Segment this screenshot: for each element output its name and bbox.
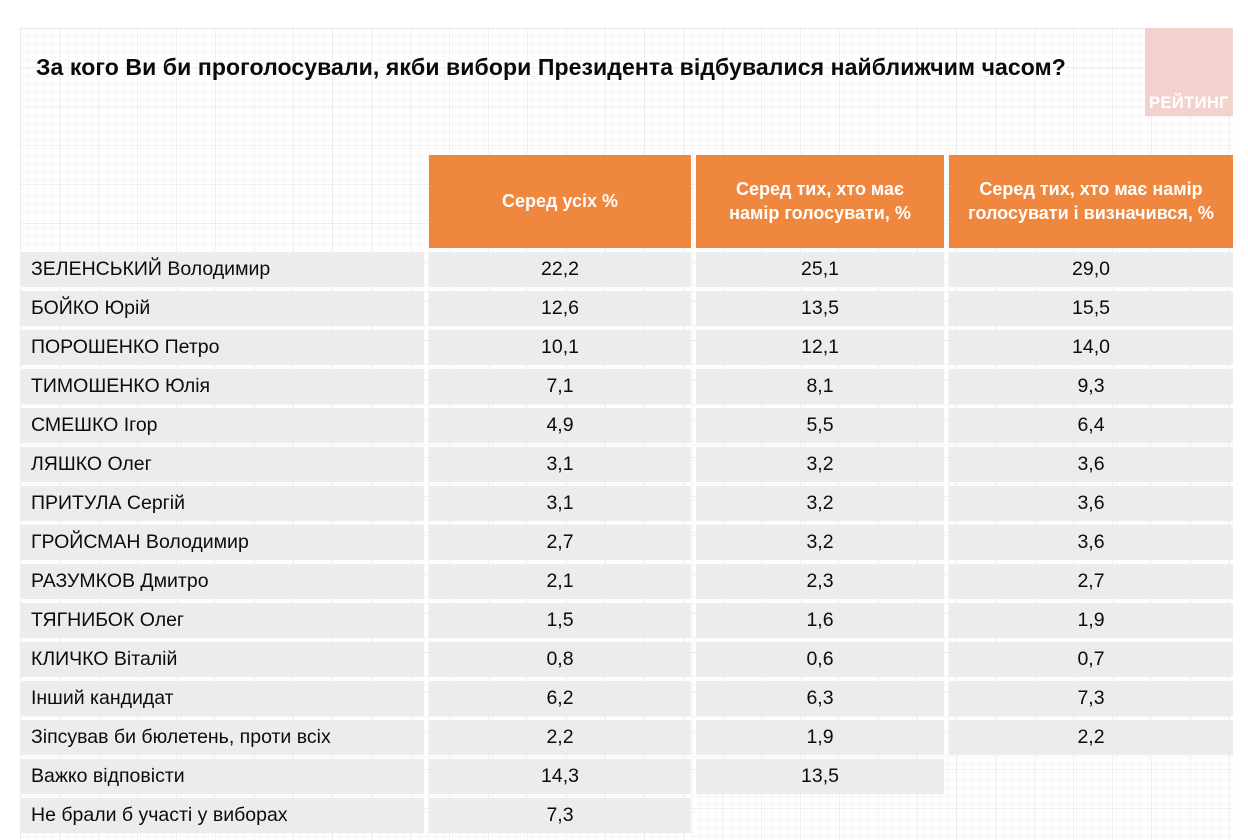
value-among-all: 3,1 [429,486,691,521]
candidate-name: Не брали б участі у виборах [20,798,424,833]
value-among-all: 22,2 [429,252,691,287]
value-intend-to-vote [696,798,944,833]
value-intend-and-decided: 2,7 [949,564,1233,599]
value-intend-to-vote: 1,9 [696,720,944,755]
candidate-name: Зіпсував би бюлетень, проти всіх [20,720,424,755]
table-row [20,291,1233,326]
candidate-name: ЗЕЛЕНСЬКИЙ Володимир [20,252,424,287]
value-among-all: 2,1 [429,564,691,599]
rating-logo-text: РЕЙТИНГ [1149,94,1229,112]
rating-logo [1145,28,1233,116]
value-intend-and-decided: 1,9 [949,603,1233,638]
value-among-all: 12,6 [429,291,691,326]
table-row [20,408,1233,443]
value-intend-to-vote: 8,1 [696,369,944,404]
value-among-all: 3,1 [429,447,691,482]
value-intend-and-decided: 2,2 [949,720,1233,755]
value-intend-to-vote: 1,6 [696,603,944,638]
table-row [20,330,1233,365]
value-intend-to-vote: 3,2 [696,447,944,482]
value-among-all: 2,7 [429,525,691,560]
table-row [20,564,1233,599]
table-body [20,252,1233,833]
candidate-name: ПОРОШЕНКО Петро [20,330,424,365]
value-intend-and-decided: 3,6 [949,447,1233,482]
table-row [20,603,1233,638]
value-intend-to-vote: 3,2 [696,486,944,521]
value-intend-and-decided [949,798,1233,833]
value-among-all: 14,3 [429,759,691,794]
table-row [20,642,1233,677]
value-among-all: 1,5 [429,603,691,638]
candidate-name: СМЕШКО Ігор [20,408,424,443]
value-intend-and-decided: 14,0 [949,330,1233,365]
value-among-all: 2,2 [429,720,691,755]
value-intend-to-vote: 2,3 [696,564,944,599]
table-row [20,681,1233,716]
candidate-name: Інший кандидат [20,681,424,716]
table-row [20,369,1233,404]
table-row [20,252,1233,287]
value-intend-to-vote: 6,3 [696,681,944,716]
value-among-all: 4,9 [429,408,691,443]
value-intend-to-vote: 13,5 [696,291,944,326]
header-spacer-cell [20,155,424,248]
value-intend-and-decided: 9,3 [949,369,1233,404]
table-row [20,759,1233,794]
value-intend-and-decided [949,759,1233,794]
column-header-intend-to-vote: Серед тих, хто має намір голосувати, % [696,155,944,248]
value-among-all: 10,1 [429,330,691,365]
value-intend-to-vote: 25,1 [696,252,944,287]
value-intend-and-decided: 15,5 [949,291,1233,326]
candidate-name: ПРИТУЛА Сергій [20,486,424,521]
value-intend-and-decided: 3,6 [949,486,1233,521]
poll-results-table [20,155,1233,833]
value-intend-and-decided: 7,3 [949,681,1233,716]
page-title: За кого Ви би проголосували, якби вибори Президента відбувалися найближчим часом? [36,54,1066,80]
candidate-name: КЛИЧКО Віталій [20,642,424,677]
value-intend-to-vote: 12,1 [696,330,944,365]
table-row [20,447,1233,482]
candidate-name: ЛЯШКО Олег [20,447,424,482]
value-intend-to-vote: 0,6 [696,642,944,677]
value-among-all: 6,2 [429,681,691,716]
value-intend-and-decided: 29,0 [949,252,1233,287]
candidate-name: ТИМОШЕНКО Юлія [20,369,424,404]
value-intend-to-vote: 3,2 [696,525,944,560]
candidate-name: ТЯГНИБОК Олег [20,603,424,638]
value-intend-to-vote: 13,5 [696,759,944,794]
value-intend-to-vote: 5,5 [696,408,944,443]
table-row [20,798,1233,833]
column-header-intend-and-decided: Серед тих, хто має намір голосувати і визначився, % [949,155,1233,248]
table-row [20,525,1233,560]
value-among-all: 7,1 [429,369,691,404]
table-row [20,720,1233,755]
candidate-name: БОЙКО Юрій [20,291,424,326]
value-intend-and-decided: 0,7 [949,642,1233,677]
column-header-among-all: Серед усіх % [429,155,691,248]
candidate-name: ГРОЙСМАН Володимир [20,525,424,560]
table-row [20,486,1233,521]
candidate-name: РАЗУМКОВ Дмитро [20,564,424,599]
value-intend-and-decided: 3,6 [949,525,1233,560]
value-among-all: 7,3 [429,798,691,833]
table-header-row [20,155,1233,248]
value-among-all: 0,8 [429,642,691,677]
value-intend-and-decided: 6,4 [949,408,1233,443]
candidate-name: Важко відповісти [20,759,424,794]
